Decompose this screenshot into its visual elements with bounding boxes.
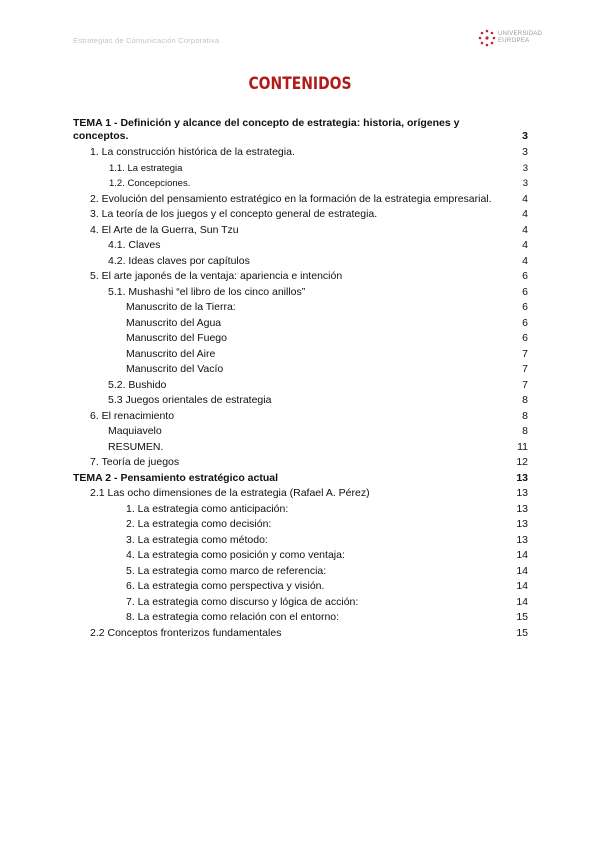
logo-line-1: UNIVERSIDAD bbox=[498, 31, 543, 37]
toc-entry[interactable]: Manuscrito del Vacío 7 bbox=[126, 363, 528, 375]
running-header: Estrategias de Comunicación Corporativa bbox=[73, 36, 220, 45]
toc-entry[interactable]: 7. Teoría de juegos 12 bbox=[90, 456, 528, 468]
logo-mark-icon bbox=[478, 29, 496, 47]
toc-entry[interactable]: Manuscrito del Fuego 6 bbox=[126, 332, 528, 344]
toc-entry[interactable]: 5.3 Juegos orientales de estrategia 8 bbox=[108, 394, 528, 406]
toc-entry[interactable]: Manuscrito del Aire 7 bbox=[126, 347, 528, 360]
table-of-contents bbox=[73, 117, 528, 641]
toc-entry[interactable]: 2. Evolución del pensamiento estratégico en la formación de la estrategia empresarial. 4 bbox=[90, 192, 528, 205]
toc-entry[interactable]: TEMA 1 - Definición y alcance del concepto de estrategia: historia, orígenes y conceptos. 3 bbox=[73, 117, 528, 142]
toc-entry[interactable]: 5.2. Bushido 7 bbox=[108, 378, 528, 391]
toc-entry[interactable]: 3. La teoría de los juegos y el concepto general de estrategia. 4 bbox=[90, 208, 528, 220]
toc-entry[interactable]: Maquiavelo 8 bbox=[108, 425, 528, 437]
page-title: CONTENIDOS bbox=[248, 74, 352, 94]
toc-entry[interactable]: 2.1 Las ocho dimensiones de la estrategia (Rafael A. Pérez) 13 bbox=[90, 487, 528, 499]
toc-entry[interactable]: Manuscrito del Agua 6 bbox=[126, 316, 528, 329]
toc-entry[interactable]: 2.2 Conceptos fronterizos fundamentales 15 bbox=[90, 626, 528, 639]
toc-entry[interactable]: 2. La estrategia como decisión: 13 bbox=[126, 518, 528, 530]
toc-entry[interactable]: TEMA 2 - Pensamiento estratégico actual 13 bbox=[73, 471, 528, 484]
logo-line-2: EUROPEA bbox=[498, 38, 530, 44]
toc-entry[interactable]: 6. El renacimiento 8 bbox=[90, 409, 528, 422]
toc-entry[interactable]: 5.1. Mushashi “el libro de los cinco anillos” 6 bbox=[108, 285, 528, 298]
toc-entry[interactable]: 4.2. Ideas claves por capítulos 4 bbox=[108, 254, 528, 267]
toc-entry[interactable]: 7. La estrategia como discurso y lógica de acción: 14 bbox=[126, 595, 528, 608]
toc-entry[interactable]: 3. La estrategia como método: 13 bbox=[126, 533, 528, 546]
toc-entry[interactable]: Manuscrito de la Tierra: 6 bbox=[126, 301, 528, 313]
toc-entry[interactable]: 6. La estrategia como perspectiva y visión. 14 bbox=[126, 580, 528, 592]
university-logo bbox=[478, 29, 548, 49]
toc-entry[interactable]: 4.1. Claves 4 bbox=[108, 239, 528, 251]
toc-entry[interactable]: 1.1. La estrategia 3 bbox=[109, 162, 528, 174]
toc-entry[interactable]: 1. La construcción histórica de la estrategia. 3 bbox=[90, 146, 528, 158]
toc-entry[interactable]: 5. La estrategia como marco de referencia: 14 bbox=[126, 564, 528, 577]
toc-entry[interactable]: 5. El arte japonés de la ventaja: apariencia e intención 6 bbox=[90, 270, 528, 282]
toc-entry[interactable]: 1. La estrategia como anticipación: 13 bbox=[126, 502, 528, 515]
toc-entry[interactable]: 1.2. Concepciones. 3 bbox=[109, 178, 528, 189]
toc-entry[interactable]: 8. La estrategia como relación con el entorno: 15 bbox=[126, 611, 528, 623]
toc-entry[interactable]: RESUMEN. 11 bbox=[108, 440, 528, 453]
toc-entry[interactable]: 4. La estrategia como posición y como ventaja: 14 bbox=[126, 549, 528, 561]
toc-entry[interactable]: 4. El Arte de la Guerra, Sun Tzu 4 bbox=[90, 223, 528, 236]
